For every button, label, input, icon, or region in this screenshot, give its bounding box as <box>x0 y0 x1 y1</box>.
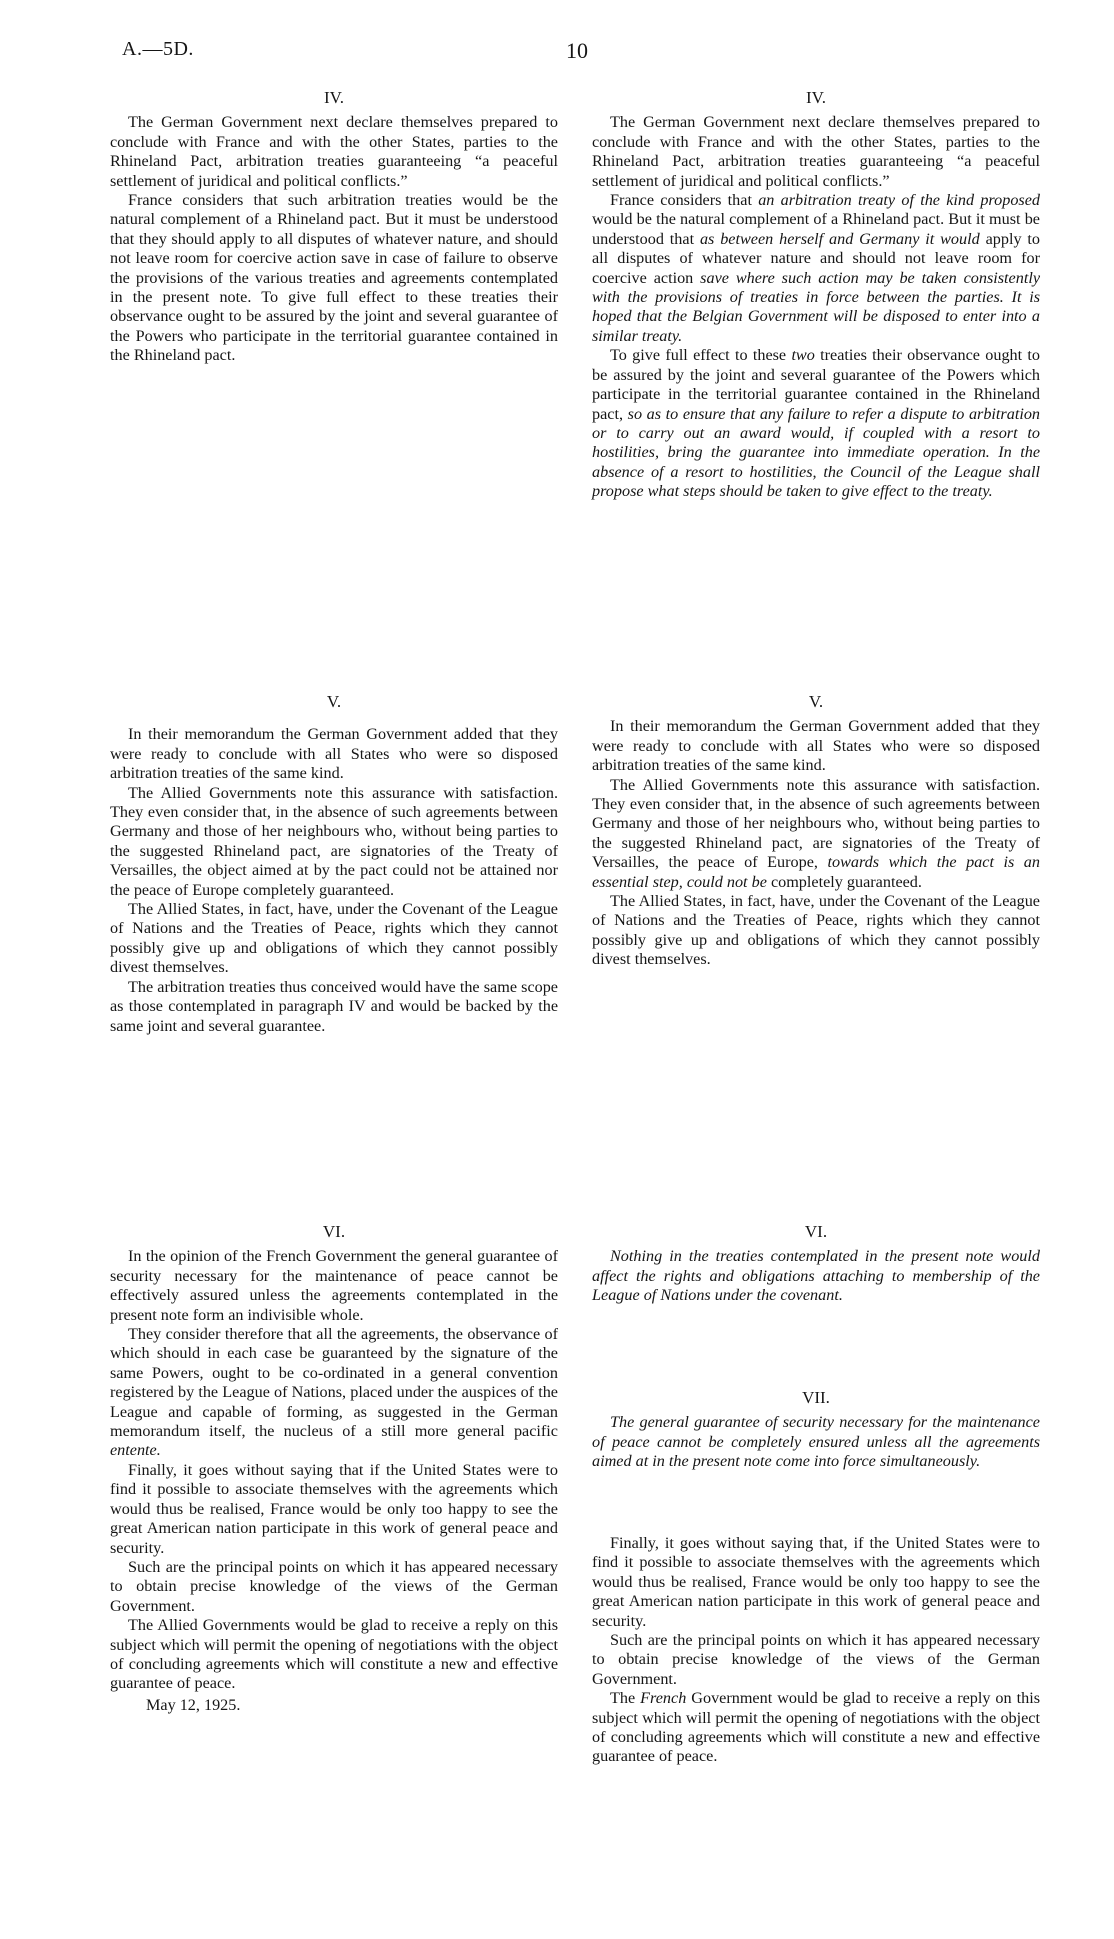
paragraph <box>592 1413 1040 1471</box>
paragraph <box>592 191 1040 346</box>
italic-text: save where such action may be taken consistently with the provisions of treaties in force between the parties. It is hoped that the Belgian Government will be disposed to enter into a similar treaty. <box>592 268 1040 345</box>
paragraph <box>592 1689 1040 1767</box>
italic-text: as between herself and Germany it would <box>699 229 980 248</box>
italic-text: The general guarantee of security necessary for the maintenance of peace cannot be completely ensured unless all the agreements aimed at in the present note come into force simultaneously. <box>592 1413 1040 1471</box>
paragraph: The arbitration treaties thus conceived would have the same scope as those contemplated in paragraph IV and would be backed by the same joint and several guarantee. <box>110 977 558 1035</box>
paragraph: France considers that such arbitration treaties would be the natural complement of a Rhineland pact. But it must be understood that they should apply to all disputes of whatever nature, and should not leave room for coercive action save in case of failure to observe the provisions of the various treaties and agreements contemplated in the present note. To give full effect to these treaties their observance ought to be assured by the joint and several guarantee of the Powers who participate in the territorial guarantee contained in the Rhineland pact. <box>110 191 558 365</box>
section-heading: V. <box>808 692 824 711</box>
paragraph <box>592 1247 1040 1305</box>
paragraph-text: treaties their observance ought to be assured by the joint and several guarantee of the Powers which participate in the territorial guarantee contained in the Rhineland pact, <box>592 346 1041 423</box>
document-date: May 12, 1925. <box>146 1695 241 1714</box>
paragraph-text: The Allied Governments note this assurance with satisfaction. They even consider that, in the absence of such agreements between Germany and those of her neighbours who, without being parties to the suggested Rhineland pact, are signatories of the Treaty of Versailles, the peace of Europe, <box>592 775 1040 872</box>
section-heading: VI. <box>322 1222 346 1241</box>
paragraph: The German Government next declare themselves prepared to conclude with France and with the other States, parties to the Rhineland Pact, arbitration treaties guaranteeing “a peaceful settlement of juridical and political conflicts.” <box>592 113 1040 190</box>
paragraph: The German Government next declare themselves prepared to conclude with France and with the other States, parties to the Rhineland Pact, arbitration treaties guaranteeing “a peaceful settlement of juridical and political conflicts.” <box>110 113 558 190</box>
right-section-vi <box>592 1222 1040 1306</box>
paragraph: In their memorandum the German Government added that they were ready to conclude with all States who were so disposed arbitration treaties of the same kind. <box>592 717 1040 775</box>
paragraph-text: France considers that <box>610 191 752 210</box>
italic-text: French <box>640 1689 687 1708</box>
section-heading: V. <box>326 692 342 711</box>
paragraph: Finally, it goes without saying that if the United States were to find it possible to associate themselves with the agreements which would thus be realised, France would be only too happy to see the great American nation participate in this work of general peace and security. <box>110 1460 558 1557</box>
italic-text: so as to ensure that any failure to refer a dispute to arbitration or to carry out an award would, if coupled with a resort to hostilities, bring the guarantee into immediate operation. In the absence of a resort to hostilities, the Council of the League shall propose what steps should be taken to give effect to the treaty. <box>592 404 1041 501</box>
paragraph: The Allied Governments note this assurance with satisfaction. They even consider that, in the absence of such agreements between Germany and those of her neighbours who, without being parties to the suggested Rhineland pact, are signatories of the Treaty of Versailles, the object aimed at by the pact could not be attained nor the peace of Europe completely guaranteed. <box>110 783 558 899</box>
paragraph: Such are the principal points on which it has appeared necessary to obtain precise knowledge of the views of the German Government. <box>592 1631 1040 1688</box>
italic-text: towards which the pact is an essential step, could not be <box>592 853 1040 891</box>
paragraph-text: To give full effect to these <box>610 346 787 365</box>
paragraph-text: apply to all disputes of whatever nature and should not leave room for coercive action <box>592 229 1041 287</box>
paragraph-text: Government would be glad to receive a reply on this subject which will permit the opening of negotiations with the object of concluding agreements which will constitute a new and effective guarantee of peace. <box>592 1689 1040 1766</box>
italic-text: Nothing in the treaties contemplated in the present note would affect the rights and obligations attaching to membership of the League of Nations under the covenant. <box>592 1247 1040 1305</box>
left-section-v <box>110 692 558 1036</box>
right-closing <box>592 1534 1040 1767</box>
section-heading: IV. <box>324 88 344 107</box>
page-reference: A.—5D. <box>122 38 194 60</box>
left-section-vi <box>110 1222 558 1715</box>
paragraph: Such are the principal points on which it has appeared necessary to obtain precise knowledge of the views of the German Government. <box>110 1557 558 1615</box>
right-section-vii <box>592 1388 1040 1472</box>
italic-text: entente. <box>110 1441 161 1460</box>
section-heading: IV. <box>806 88 826 107</box>
right-section-iv <box>592 88 1040 502</box>
paragraph <box>592 776 1040 892</box>
italic-text: two <box>791 346 815 365</box>
section-heading: VI. <box>804 1222 828 1241</box>
paragraph: The Allied States, in fact, have, under the Covenant of the League of Nations and the Treaties of Peace, rights which they cannot possibly give up and obligations of which they cannot possibly divest themselves. <box>592 892 1040 969</box>
paragraph: In the opinion of the French Government the general guarantee of security necessary for the maintenance of peace cannot be effectively assured unless the agreements contemplated in the present note form an indivisible whole. <box>110 1247 558 1324</box>
italic-text: an arbitration treaty of the kind proposed <box>758 191 1040 210</box>
paragraph <box>110 1325 558 1461</box>
paragraph-text: The <box>610 1689 636 1708</box>
left-section-iv <box>110 88 558 366</box>
paragraph: The Allied States, in fact, have, under the Covenant of the League of Nations and the Treaties of Peace, rights which they cannot possibly give up and obligations of which they cannot possibly divest themselves. <box>110 900 558 977</box>
paragraph: In their memorandum the German Government added that they were ready to conclude with all States who were so disposed arbitration treaties of the same kind. <box>110 725 558 783</box>
page-number: 10 <box>566 38 588 63</box>
right-section-v <box>592 692 1040 970</box>
paragraph-text: would be the natural complement of a Rhineland pact. But it must be understood that <box>592 210 1040 248</box>
section-heading: VII. <box>802 1388 830 1407</box>
paragraph-text: completely guaranteed. <box>770 872 922 891</box>
paragraph: The Allied Governments would be glad to receive a reply on this subject which will permit the opening of negotiations with the object of concluding agreements which will constitute a new and effective guarantee of peace. <box>110 1616 558 1693</box>
paragraph <box>592 346 1040 501</box>
paragraph-text: They consider therefore that all the agreements, the observance of which should in each case be guaranteed by the signature of the same Powers, ought to be co-ordinated in a general convention registered by the League of Nations, placed under the auspices of the League and capable of forming, as suggested in the German memorandum itself, the nucleus of a still more general pacific <box>110 1325 558 1441</box>
paragraph: Finally, it goes without saying that, if the United States were to find it possible to associate themselves with the agreements which would thus be realised, France would be only too happy to see the great American nation participate in this work of general peace and security. <box>592 1534 1040 1630</box>
